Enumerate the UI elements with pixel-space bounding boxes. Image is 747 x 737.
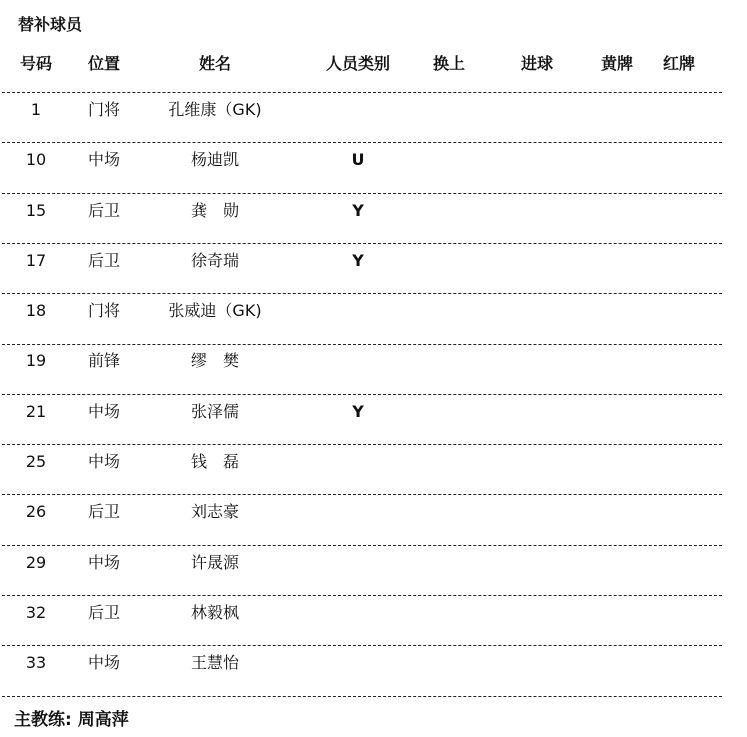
header-red-card: 红牌 xyxy=(662,54,695,73)
header-yellow-card: 黄牌 xyxy=(600,54,633,73)
player-name: 徐奇瑞 xyxy=(190,250,239,270)
player-name: 王慧怡 xyxy=(190,653,239,673)
player-name: 杨迪凯 xyxy=(190,150,239,170)
player-number: 19 xyxy=(25,351,47,371)
player-position: 中场 xyxy=(87,653,120,673)
table-row xyxy=(0,193,747,243)
player-position: 后卫 xyxy=(87,502,120,522)
player-number: 21 xyxy=(25,401,47,421)
header-name: 姓名 xyxy=(198,54,231,73)
player-position: 后卫 xyxy=(87,200,120,220)
player-table xyxy=(0,92,747,696)
header-position: 位置 xyxy=(87,54,120,73)
player-number: 33 xyxy=(25,653,47,673)
player-number: 29 xyxy=(25,552,47,572)
player-name: 孔维康（GK) xyxy=(168,100,262,119)
player-position: 中场 xyxy=(87,401,120,421)
player-number: 18 xyxy=(25,301,47,321)
player-position: 门将 xyxy=(87,301,120,321)
player-type: U xyxy=(351,150,365,170)
player-position: 中场 xyxy=(87,150,120,170)
player-position: 中场 xyxy=(87,452,120,472)
player-number: 26 xyxy=(25,502,47,522)
player-type: Y xyxy=(352,401,364,421)
player-type: Y xyxy=(352,250,364,270)
header-type: 人员类别 xyxy=(325,54,390,73)
player-number: 32 xyxy=(25,602,47,622)
player-number: 1 xyxy=(30,100,42,119)
header-number: 号码 xyxy=(19,54,52,73)
table-row xyxy=(0,444,747,494)
section-title: 替补球员 xyxy=(18,15,83,34)
player-number: 15 xyxy=(25,200,47,220)
player-name: 刘志豪 xyxy=(190,502,239,522)
table-row xyxy=(0,645,747,695)
table-row xyxy=(0,92,747,142)
player-name: 缪 樊 xyxy=(190,351,239,371)
table-row xyxy=(0,394,747,444)
player-number: 25 xyxy=(25,452,47,472)
table-row xyxy=(0,343,747,393)
table-row xyxy=(0,142,747,192)
player-name: 张威迪（GK) xyxy=(168,301,262,321)
table-row xyxy=(0,494,747,544)
player-name: 钱 磊 xyxy=(190,452,239,472)
player-type: Y xyxy=(352,200,364,220)
table-row xyxy=(0,545,747,595)
player-position: 后卫 xyxy=(87,602,120,622)
player-number: 17 xyxy=(25,250,47,270)
header-goals: 进球 xyxy=(520,54,553,73)
player-position: 后卫 xyxy=(87,250,120,270)
player-name: 林毅枫 xyxy=(190,602,239,622)
row-divider xyxy=(2,696,722,697)
player-name: 许晟源 xyxy=(190,552,239,572)
player-position: 中场 xyxy=(87,552,120,572)
table-row xyxy=(0,595,747,645)
player-position: 前锋 xyxy=(87,351,120,371)
table-row xyxy=(0,243,747,293)
player-number: 10 xyxy=(25,150,47,170)
table-row xyxy=(0,293,747,343)
player-position: 门将 xyxy=(87,100,120,119)
header-substitution: 换上 xyxy=(432,54,465,73)
player-name: 张泽儒 xyxy=(190,401,239,421)
table-header xyxy=(0,52,747,78)
head-coach: 主教练: 周高萍 xyxy=(14,710,129,730)
player-name: 龚 勋 xyxy=(190,200,239,220)
